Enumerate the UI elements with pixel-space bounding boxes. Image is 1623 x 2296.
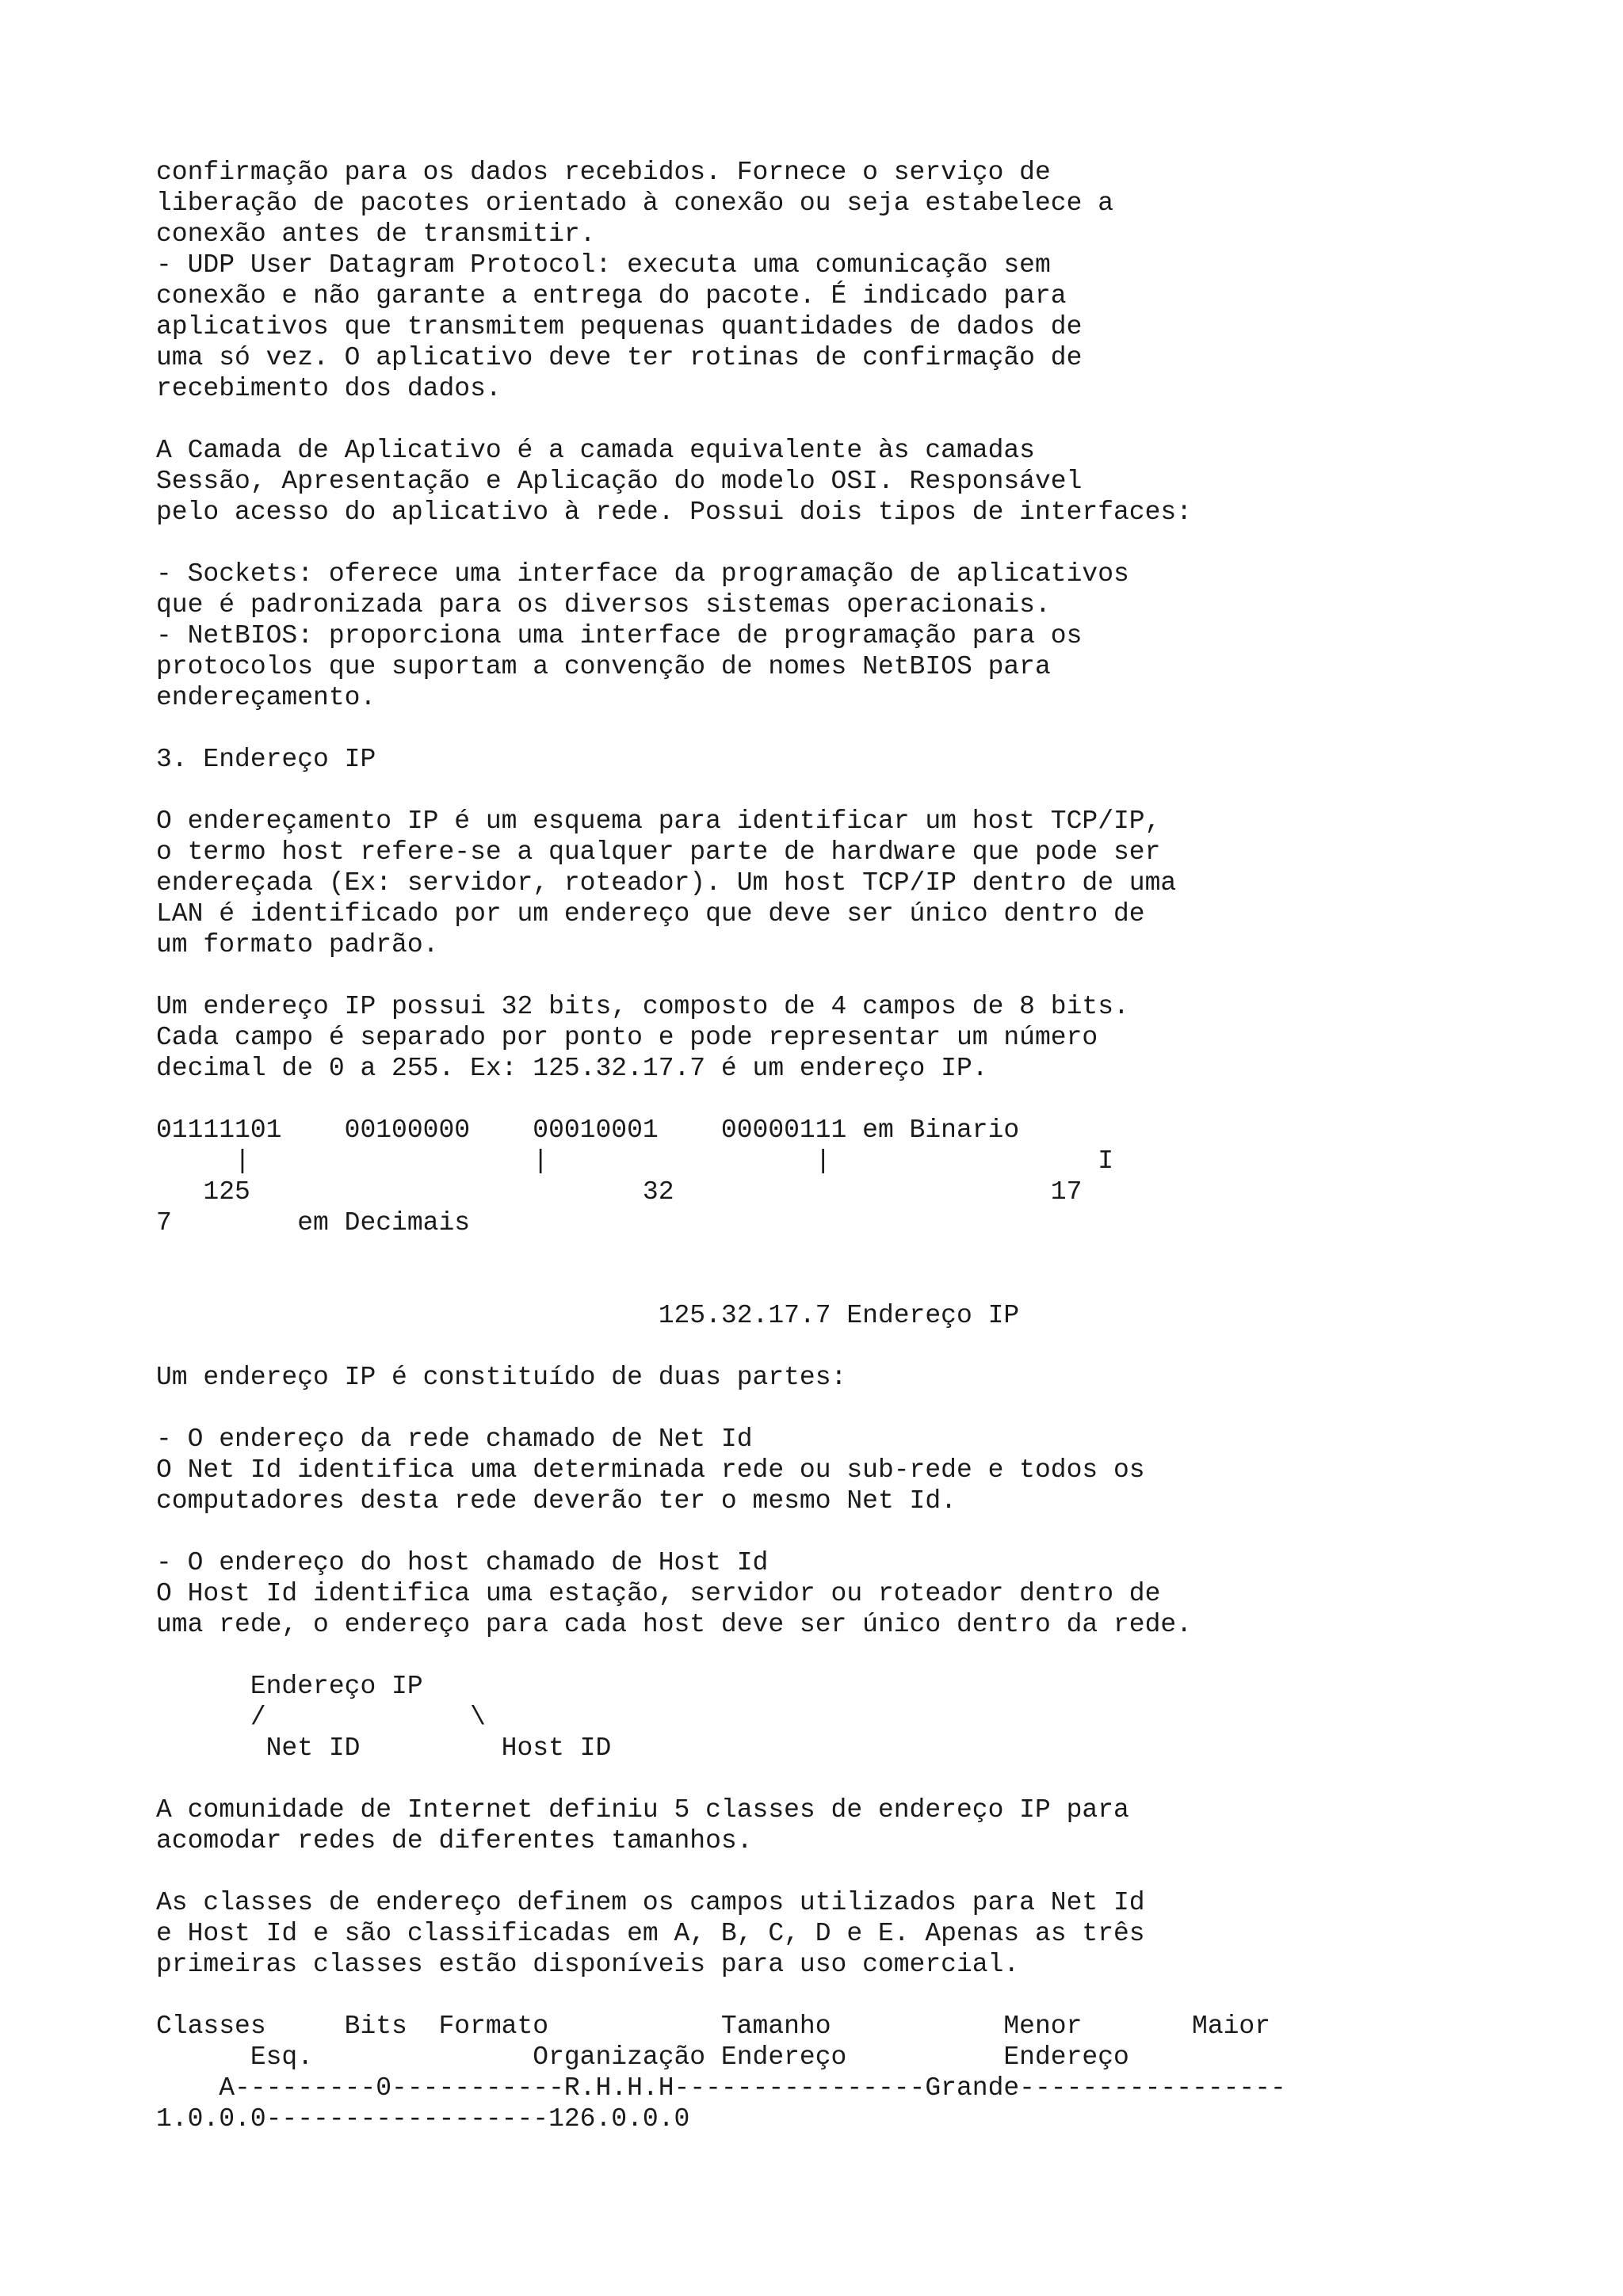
text-line: O Net Id identifica uma determinada rede ou sub-rede e todos os [156,1455,1145,1485]
text-line: primeiras classes estão disponíveis para uso comercial. [156,1950,1020,1979]
text-line: um formato padrão. [156,930,439,959]
diagram-branches: / \ [156,1703,486,1732]
text-line: conexão e não garante a entrega do pacote. É indicado para [156,281,1067,311]
text-line: O Host Id identifica uma estação, servidor ou roteador dentro de [156,1579,1161,1608]
ip-address-caption: 125.32.17.7 Endereço IP [156,1301,1020,1330]
table-row: A---------0-----------R.H.H.H----------------Grande----------------- [156,2073,1286,2103]
decimal-row: 7 em Decimais [156,1208,471,1238]
text-line: endereçada (Ex: servidor, roteador). Um host TCP/IP dentro de uma [156,868,1177,898]
text-line: As classes de endereço definem os campos utilizados para Net Id [156,1888,1145,1917]
text-line: - O endereço do host chamado de Host Id [156,1548,769,1577]
text-line: confirmação para os dados recebidos. Fornece o serviço de [156,158,1051,187]
text-line: aplicativos que transmitem pequenas quantidades de dados de [156,312,1083,341]
text-line: Um endereço IP possui 32 bits, composto de 4 campos de 8 bits. [156,992,1129,1021]
text-line: uma só vez. O aplicativo deve ter rotinas de confirmação de [156,343,1083,372]
text-line: que é padronizada para os diversos sistemas operacionais. [156,590,1051,620]
diagram-root: Endereço IP [156,1672,423,1701]
text-line: Cada campo é separado por ponto e pode representar um número [156,1023,1098,1052]
text-line: Um endereço IP é constituído de duas partes: [156,1363,847,1392]
section-heading: 3. Endereço IP [156,745,376,774]
text-line: acomodar redes de diferentes tamanhos. [156,1826,753,1855]
table-header-row: Esq. Organização Endereço Endereço [156,2042,1129,2072]
separator-row: | | | I [156,1146,1113,1176]
text-line: - O endereço da rede chamado de Net Id [156,1425,753,1454]
text-line: protocolos que suportam a convenção de nomes NetBIOS para [156,652,1051,681]
text-line: conexão antes de transmitir. [156,219,596,249]
text-line: O endereçamento IP é um esquema para identificar um host TCP/IP, [156,807,1161,836]
text-line: endereçamento. [156,683,376,712]
table-row: 1.0.0.0------------------126.0.0.0 [156,2104,690,2134]
text-line: recebimento dos dados. [156,374,502,403]
text-line: - NetBIOS: proporciona uma interface de programação para os [156,621,1083,650]
text-line: computadores desta rede deverão ter o mesmo Net Id. [156,1486,957,1516]
text-line: A comunidade de Internet definiu 5 classes de endereço IP para [156,1795,1129,1825]
text-line: - UDP User Datagram Protocol: executa uma comunicação sem [156,250,1051,280]
text-line: A Camada de Aplicativo é a camada equivalente às camadas [156,436,1035,465]
text-line: liberação de pacotes orientado à conexão ou seja estabelece a [156,189,1113,218]
text-line: uma rede, o endereço para cada host deve ser único dentro da rede. [156,1610,1193,1639]
text-line: o termo host refere-se a qualquer parte de hardware que pode ser [156,837,1161,867]
binary-row: 01111101 00100000 00010001 00000111 em Binario [156,1116,1020,1145]
text-line: decimal de 0 a 255. Ex: 125.32.17.7 é um endereço IP. [156,1054,988,1083]
diagram-leaves: Net ID Host ID [156,1733,612,1763]
table-header-row: Classes Bits Formato Tamanho Menor Maior [156,2012,1271,2041]
text-line: Sessão, Apresentação e Aplicação do modelo OSI. Responsável [156,467,1083,496]
text-line: - Sockets: oferece uma interface da programação de aplicativos [156,559,1129,589]
text-line: pelo acesso do aplicativo à rede. Possui dois tipos de interfaces: [156,498,1193,527]
decimal-row: 125 32 17 [156,1177,1083,1207]
text-line: e Host Id e são classificadas em A, B, C, D e E. Apenas as três [156,1919,1145,1948]
text-line: LAN é identificado por um endereço que deve ser único dentro de [156,899,1145,929]
